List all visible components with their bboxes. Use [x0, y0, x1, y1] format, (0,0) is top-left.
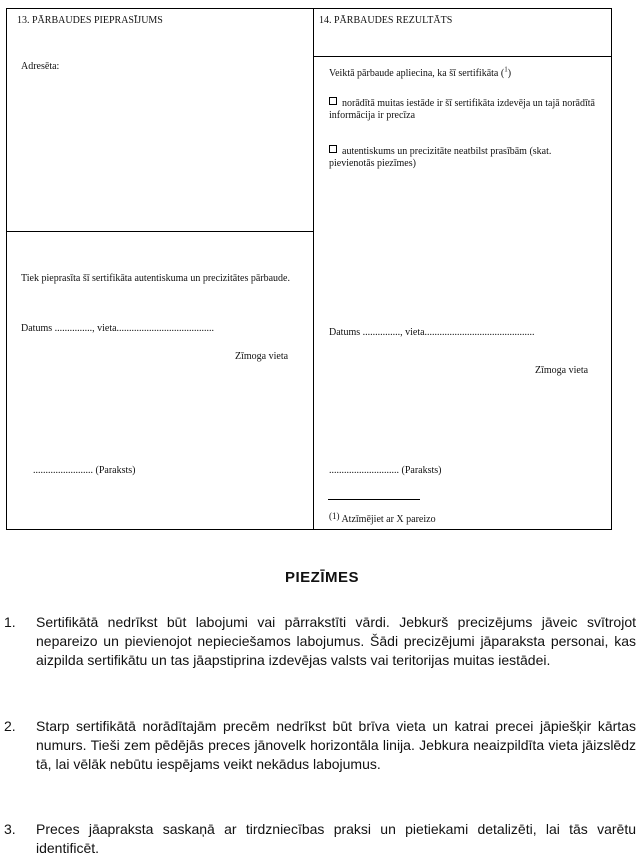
footnote-rule	[328, 499, 420, 500]
note-item-2	[4, 717, 636, 774]
checkbox-icon[interactable]	[329, 97, 337, 105]
note-item-3	[4, 820, 636, 858]
result-signature: ............................ (Paraksts)	[329, 465, 442, 476]
right-box-heading-divider	[313, 56, 611, 57]
form-vertical-divider	[313, 9, 314, 529]
result-option-1[interactable]: norādītā muitas iestāde ir šī sertifikāta izdevēja un tajā norādītā informācija ir precīza	[329, 98, 595, 121]
request-heading: 13. PĀRBAUDES PIEPRASĪJUMS	[17, 15, 163, 26]
checkbox-icon[interactable]	[329, 145, 337, 153]
result-intro: Veiktā pārbaude apliecina, ka šī sertifikāta ($^1$)	[329, 65, 512, 79]
note-text: Preces jāapraksta saskaņā ar tirdzniecības praksi un pietiekami detalizēti, lai tās varētu identificēt.	[36, 821, 636, 856]
request-date-place: Datums ..............., vieta.......................................	[21, 323, 215, 334]
result-option-2[interactable]: autentiskums un precizitāte neatbilst prasībām (skat. pievienotās piezīmes)	[329, 146, 552, 169]
left-box-divider	[7, 231, 313, 232]
request-signature: ........................ (Paraksts)	[33, 465, 136, 476]
note-number: 1.	[4, 614, 16, 630]
note-item-1	[4, 613, 636, 670]
request-text: Tiek pieprasīta šī sertifikāta autentiskuma un precizitātes pārbaude.	[21, 273, 290, 284]
result-date-place: Datums ..............., vieta............................................	[329, 327, 535, 338]
result-footnote: (1) Atzīmējiet ar X pareizo	[329, 511, 436, 525]
addressed-label: Adresēta:	[21, 61, 60, 72]
note-number: 3.	[4, 821, 16, 837]
note-number: 2.	[4, 718, 16, 734]
result-heading: 14. PĀRBAUDES REZULTĀTS	[319, 15, 453, 26]
note-text: Sertifikātā nedrīkst būt labojumi vai pārrakstīti vārdi. Jebkurš precizējums jāveic svītrojot nepareizo un pievienojot nepieciešamos labojumus. Šādi precizējumi jāparaksta personai, kas aizpilda sertifikātu un tas jāapstiprina izdevējas valsts vai teritorijas muitas iestādei.	[36, 614, 636, 668]
verification-form	[6, 8, 612, 530]
note-text: Starp sertifikātā norādītajām precēm nedrīkst būt brīva vieta un katrai precei jāpiešķir kārtas numurs. Tieši zem pēdējās preces jānovelk horizontāla linija. Jebkura neaizpildīta vieta jāizslēdz tā, lai vēlāk nebūtu iespējams veikt nekādus labojumus.	[36, 718, 636, 772]
result-stamp-label: Zīmoga vieta	[535, 365, 589, 376]
request-stamp-label: Zīmoga vieta	[235, 351, 289, 362]
notes-title: PIEZĪMES	[284, 569, 359, 586]
